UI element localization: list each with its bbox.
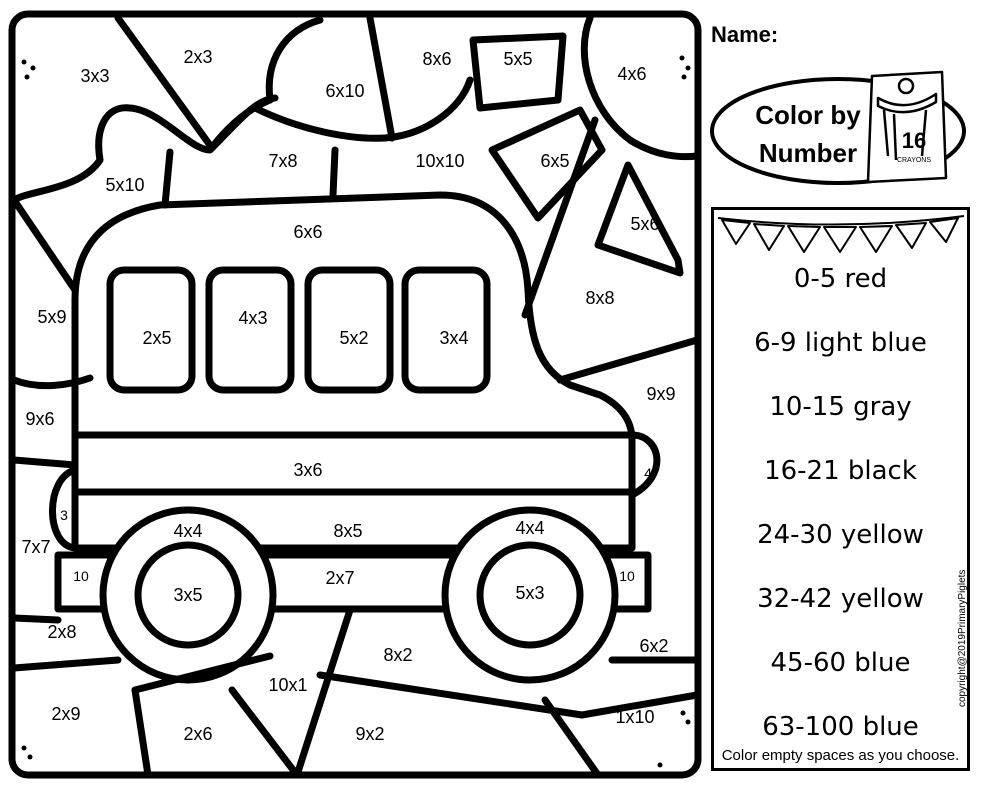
region-label: 5x6 [630, 214, 660, 234]
region-label: 1x10 [615, 707, 655, 727]
sky-line [370, 18, 392, 138]
color-key-item: 24-30 yellow [757, 520, 924, 550]
region-label: 5x9 [37, 307, 67, 327]
region-label: 6x5 [540, 151, 570, 171]
region-label: 2x8 [47, 622, 77, 642]
region-label: 5x3 [515, 583, 545, 603]
color-key-item: 16-21 black [764, 456, 917, 486]
color-key-list [714, 254, 967, 766]
region-label: 9x6 [25, 409, 55, 429]
region-label: 5x2 [339, 328, 369, 348]
copyright-text: copyright@2019PrimaryPiglets [957, 569, 968, 707]
region-label: 9x9 [646, 384, 676, 404]
region-label: 8x2 [383, 645, 413, 665]
color-key-item: 63-100 blue [762, 712, 919, 742]
region-label: 2x3 [183, 47, 213, 67]
region-label: 8x6 [422, 49, 452, 69]
color-key-panel [711, 207, 970, 771]
region-label: 7x8 [268, 151, 298, 171]
color-key-item: 45-60 blue [770, 648, 911, 678]
region-label: 10x10 [415, 151, 465, 171]
region-label: 3x4 [439, 328, 469, 348]
ground-line [14, 660, 118, 668]
crayon-count: 16 [901, 128, 927, 153]
sky-line [165, 152, 170, 205]
ground-line [232, 690, 297, 775]
region-label: 4x6 [617, 64, 647, 84]
crayon-box-icon [864, 70, 948, 186]
color-key-item: 10-15 gray [769, 392, 912, 422]
region-label: 4x4 [515, 518, 545, 538]
color-key-item: 6-9 light blue [754, 328, 927, 358]
region-label: 2x5 [142, 328, 172, 348]
region-label: 9x2 [355, 724, 385, 744]
region-label: 3 [60, 507, 68, 523]
title-line-2: Number [758, 138, 858, 168]
region-label: 6x6 [293, 222, 323, 242]
title-line-1: Color by [755, 100, 861, 130]
region-label: 2x7 [325, 568, 355, 588]
cloud-lower-left [14, 378, 90, 386]
region-label: 2x9 [51, 704, 81, 724]
bus-window [209, 270, 291, 390]
ground-line [14, 618, 58, 620]
key-note: Color empty spaces as you choose. [721, 747, 960, 764]
region-label: 5x10 [105, 175, 145, 195]
sky-line [560, 340, 697, 380]
region-label: 6x2 [639, 636, 669, 656]
sky-line [118, 18, 212, 148]
region-label: 4x4 [173, 521, 203, 541]
region-label: 6x10 [325, 81, 365, 101]
region-label: 10 [73, 568, 89, 584]
ground-line [135, 690, 148, 775]
bunting-decoration [714, 210, 967, 256]
region-label: 10 [619, 568, 635, 584]
region-label: 4x3 [238, 308, 268, 328]
name-label: Name: [711, 22, 779, 47]
color-key-item: 32-42 yellow [757, 584, 924, 614]
region-label: 3x3 [80, 66, 110, 86]
crayon-brand: CRAYONS [896, 157, 932, 164]
region-label: 8x5 [333, 521, 363, 541]
region-label: 5x5 [503, 49, 533, 69]
kite-5x5 [473, 36, 563, 108]
region-label: 3x6 [293, 460, 323, 480]
region-label: 8x8 [585, 288, 615, 308]
cloud-right [584, 18, 697, 157]
sky-line [14, 200, 75, 290]
cloud-top [269, 20, 320, 100]
region-label: 4 [644, 465, 652, 481]
region-label: 3x5 [173, 585, 203, 605]
region-label: 7x7 [21, 537, 51, 557]
color-key-item: 0-5 red [793, 264, 888, 294]
sky-line [14, 460, 75, 465]
worksheet-title [733, 96, 883, 172]
region-label: 2x6 [183, 724, 213, 744]
sky-line [333, 150, 335, 195]
region-label: 10x1 [268, 675, 308, 695]
